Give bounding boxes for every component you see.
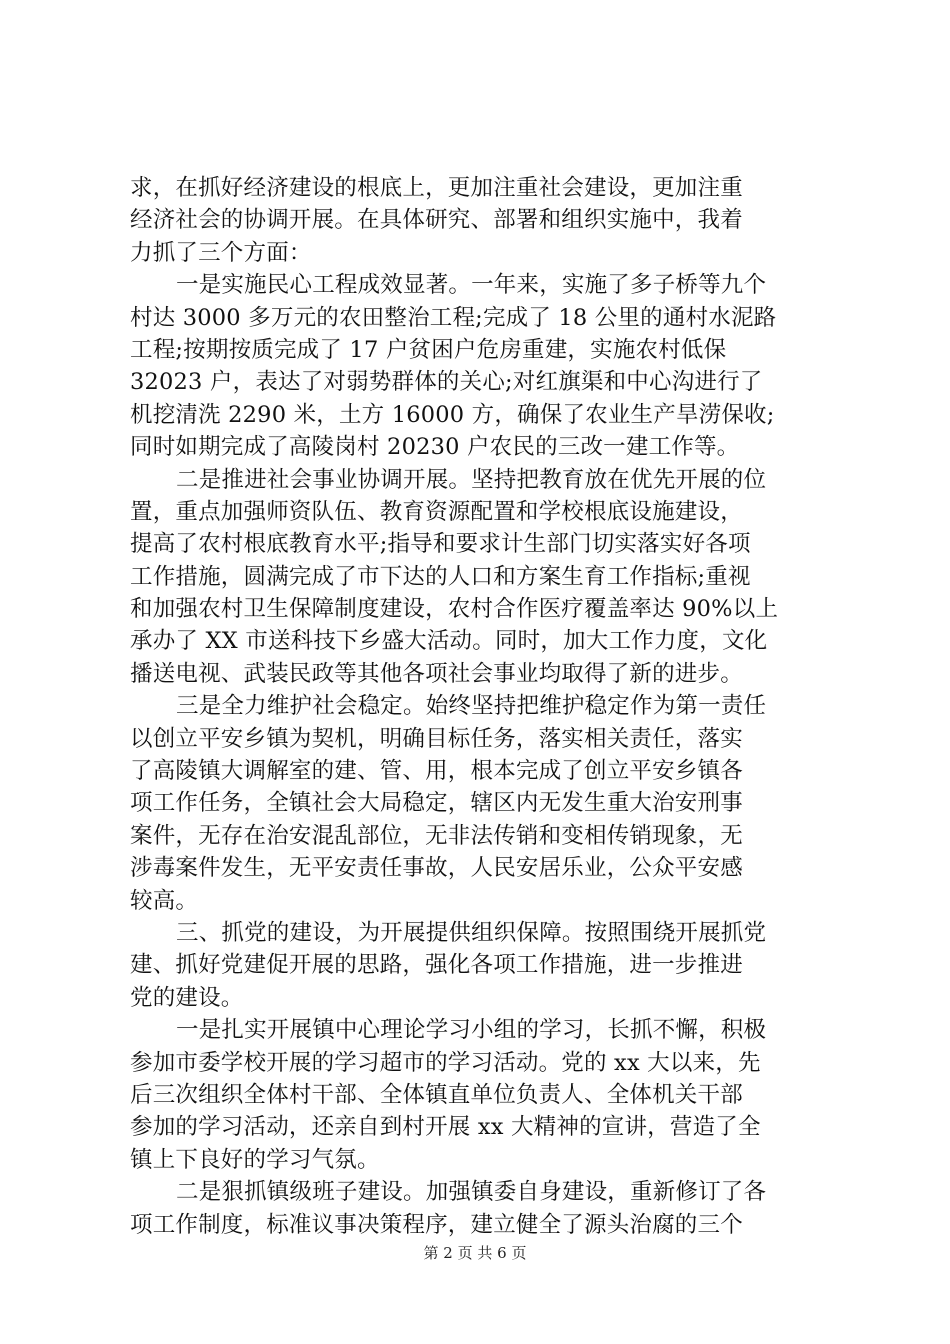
text-line: 经济社会的协调开展。在具体研究、部署和组织实施中，我着 xyxy=(130,207,743,234)
text-line: 一是扎实开展镇中心理论学习小组的学习，长抓不懈，积极 xyxy=(176,1017,767,1044)
text-line: 一是实施民心工程成效显著。一年来，实施了多子桥等九个 xyxy=(176,272,767,299)
text-line: 二是推进社会事业协调开展。坚持把教育放在优先开展的位 xyxy=(176,466,767,493)
text-line: 了高陵镇大调解室的建、管、用，根本完成了创立平安乡镇各 xyxy=(130,758,743,785)
text-line: 镇上下良好的学习气氛。 xyxy=(130,1146,380,1173)
text-line: 提高了农村根底教育水平;指导和要求计生部门切实落实好各项 xyxy=(130,531,751,558)
text-line: 涉毒案件发生，无平安责任事故，人民安居乐业，公众平安感 xyxy=(130,855,743,882)
text-line: 二是狠抓镇级班子建设。加强镇委自身建设，重新修订了各 xyxy=(176,1179,767,1206)
text-line: 案件，无存在治安混乱部位，无非法传销和变相传销现象，无 xyxy=(130,822,743,849)
document-body xyxy=(130,172,830,1241)
text-line: 工程;按期按质完成了 17 户贫困户危房重建，实施农村低保 xyxy=(130,336,727,363)
text-line: 较高。 xyxy=(130,887,199,914)
text-line: 工作措施，圆满完成了市下达的人口和方案生育工作指标;重视 xyxy=(130,563,751,590)
text-line: 机挖清洗 2290 米，土方 16000 方，确保了农业生产旱涝保收; xyxy=(130,401,775,428)
text-line: 32023 户，表达了对弱势群体的关心;对红旗渠和中心沟进行了 xyxy=(130,369,763,396)
text-line: 参加市委学校开展的学习超市的学习活动。党的 xx 大以来，先 xyxy=(130,1049,761,1076)
text-line: 置，重点加强师资队伍、教育资源配置和学校根底设施建设， xyxy=(130,498,743,525)
text-line: 三是全力维护社会稳定。始终坚持把维护稳定作为第一责任 xyxy=(176,693,767,720)
text-line: 承办了 XX 市送科技下乡盛大活动。同时，加大工作力度，文化 xyxy=(130,628,768,655)
text-line: 以创立平安乡镇为契机，明确目标任务，落实相关责任，落实 xyxy=(130,725,743,752)
page-number-label: 第 2 页 共 6 页 xyxy=(423,1244,527,1262)
text-line: 参加的学习活动，还亲自到村开展 xx 大精神的宣讲，营造了全 xyxy=(130,1114,761,1141)
text-line: 求，在抓好经济建设的根底上，更加注重社会建设，更加注重 xyxy=(130,175,743,201)
text-line: 力抓了三个方面： xyxy=(130,239,312,266)
text-line: 三、抓党的建设，为开展提供组织保障。按照围绕开展抓党 xyxy=(176,919,767,946)
text-line: 项工作制度，标准议事决策程序，建立健全了源头治腐的三个 xyxy=(130,1211,743,1238)
text-line: 项工作任务，全镇社会大局稳定，辖区内无发生重大治安刑事 xyxy=(130,790,743,817)
text-line: 和加强农村卫生保障制度建设，农村合作医疗覆盖率达 90%以上 xyxy=(130,596,779,623)
text-line: 播送电视、武装民政等其他各项社会事业均取得了新的进步。 xyxy=(130,660,743,687)
text-line: 村达 3000 多万元的农田整治工程;完成了 18 公里的通村水泥路 xyxy=(130,304,777,331)
text-line: 后三次组织全体村干部、全体镇直单位负责人、全体机关干部 xyxy=(130,1081,743,1108)
text-line: 党的建设。 xyxy=(130,984,244,1011)
text-line: 同时如期完成了高陵岗村 20230 户农民的三改一建工作等。 xyxy=(130,434,740,461)
text-line: 建、抓好党建促开展的思路，强化各项工作措施，进一步推进 xyxy=(130,952,743,979)
page-footer xyxy=(0,1242,950,1263)
